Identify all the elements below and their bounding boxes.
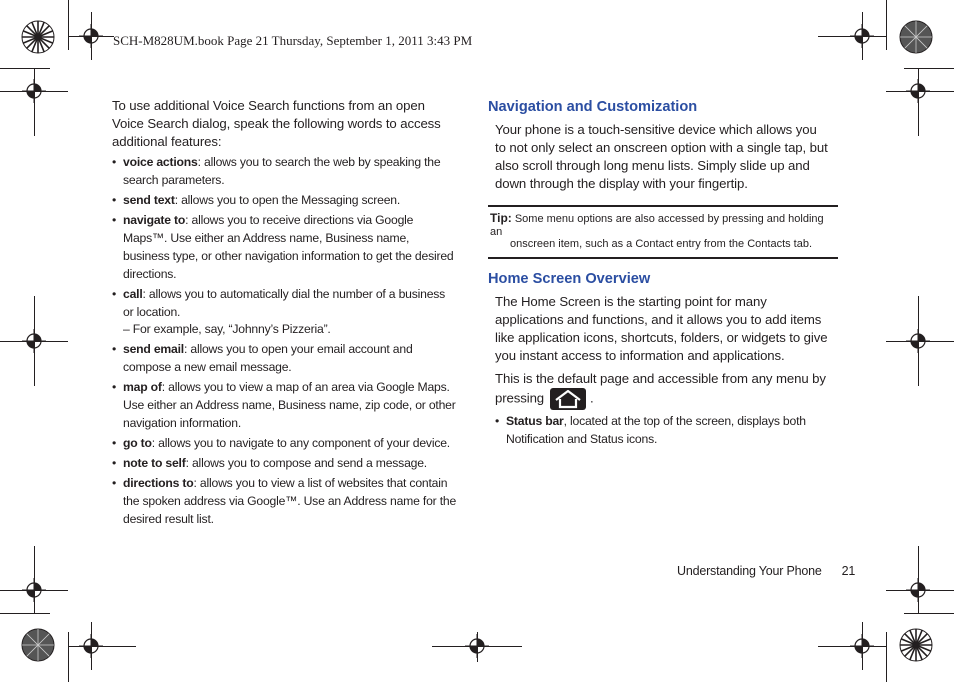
registration-mark-icon (22, 578, 46, 602)
command-term: voice actions (123, 155, 198, 169)
list-item: • go to: allows you to navigate to any component of your device. (112, 436, 450, 450)
command-term: send text (123, 193, 175, 207)
list-item: • navigate to: allows you to receive directions via Google Maps™. Use either an Address name, Business name, business type, or other navigation information to get the desired directions. (112, 213, 454, 281)
star-target-icon (899, 628, 933, 662)
list-item: • map of: allows you to view a map of an area via Google Maps. Use either an Address name, Business name, zip code, or other navigation information. (112, 380, 456, 430)
section-heading-navigation: Navigation and Customization (488, 99, 698, 115)
status-bar-description: , located at the top of the screen, displays both Notification and Status icons. (506, 413, 806, 446)
registration-mark-icon (79, 24, 103, 48)
default-page-text: This is the default page and accessible from any menu by pressing (495, 370, 826, 405)
footer-section-name: Understanding Your Phone (677, 564, 822, 578)
command-description: : allows you to navigate to any component of your device. (151, 436, 450, 450)
status-bar-list (488, 412, 841, 448)
command-description: : allows you to view a list of websites that contain the spoken address via Google™. Use an Address name for the desired result list. (123, 476, 457, 526)
registration-mark-icon (465, 634, 489, 658)
section-heading-home-screen: Home Screen Overview (488, 270, 651, 287)
home-icon (550, 388, 586, 410)
command-description: : allows you to receive directions via Google Maps™. Use either an Address name, Business name, business type, or other navigation information to get the desired directions. (123, 213, 454, 281)
list-item: • directions to: allows you to view a list of websites that contain the spoken address via Google™. Use an Address name for the desired result list. (112, 476, 457, 526)
intro-paragraph: To use additional Voice Search functions from an open Voice Search dialog, speak the following words to access additional features: (112, 98, 441, 149)
list-item: • send email: allows you to open your email account and compose a new email message. (112, 342, 413, 374)
list-item: • send text: allows you to open the Messaging screen. (112, 193, 401, 207)
registration-mark-icon (906, 329, 930, 353)
page-footer (677, 564, 855, 578)
page-number: 21 (841, 564, 856, 578)
star-target-icon (899, 20, 933, 54)
registration-mark-icon (850, 634, 874, 658)
command-description: : allows you to compose and send a message. (185, 456, 427, 470)
left-column (112, 97, 457, 530)
star-target-icon (21, 20, 55, 54)
command-description: : allows you to search the web by speaking the search parameters. (123, 155, 441, 187)
registration-mark-icon (79, 634, 103, 658)
registration-mark-icon (906, 79, 930, 103)
registration-mark-icon (850, 24, 874, 48)
default-page-paragraph (488, 370, 831, 410)
star-target-icon (21, 628, 55, 662)
default-page-text-end: . (590, 389, 594, 405)
list-item: • voice actions: allows you to search the web by speaking the search parameters. (112, 155, 441, 187)
right-column (488, 97, 838, 450)
list-item: • note to self: allows you to compose and send a message. (112, 456, 427, 470)
home-screen-paragraph: The Home Screen is the starting point for many applications and functions, and it allows you to add items like application icons, shortcuts, folders, or widgets to give you instant access to information and applications. (495, 293, 828, 363)
registration-mark-icon (906, 578, 930, 602)
command-term: go to (123, 436, 152, 450)
registration-mark-icon (22, 329, 46, 353)
command-description: : allows you to open your email account and compose a new email message. (123, 342, 413, 374)
book-header: SCH-M828UM.book Page 21 Thursday, September 1, 2011 3:43 PM (113, 33, 473, 48)
command-term: note to self (123, 456, 186, 470)
command-term: send email (123, 342, 184, 356)
tip-text: Some menu options are also accessed by pressing and holding an (490, 213, 824, 238)
command-term: call (123, 287, 143, 301)
voice-command-list (112, 153, 457, 528)
command-term: directions to (123, 476, 194, 490)
tip-box (488, 205, 838, 259)
status-bar-term: Status bar (506, 413, 564, 428)
command-description: : allows you to open the Messaging screen. (174, 193, 401, 207)
command-term: map of (123, 380, 162, 394)
call-example: – For example, say, “Johnny’s Pizzeria”. (123, 322, 331, 336)
tip-text: onscreen item, such as a Contact entry from the Contacts tab. (510, 238, 813, 250)
command-description: : allows you to automatically dial the number of a business or location. (123, 287, 446, 319)
navigation-paragraph: Your phone is a touch-sensitive device which allows you to not only select an onscreen option with a single tap, but also scroll through long menu lists. Simply slide up and down through the display with your fingertip. (495, 122, 828, 191)
registration-mark-icon (22, 79, 46, 103)
home-key (550, 388, 586, 410)
tip-label: Tip: (490, 211, 512, 225)
list-item: • call: allows you to automatically dial the number of a business or location. (112, 287, 446, 319)
list-item: • Status bar, located at the top of the screen, displays both Notification and Status icons. (495, 413, 806, 446)
command-term: navigate to (123, 213, 186, 227)
command-description: : allows you to view a map of an area via Google Maps. Use either an Address name, Business name, zip code, or other navigation information. (123, 380, 456, 430)
